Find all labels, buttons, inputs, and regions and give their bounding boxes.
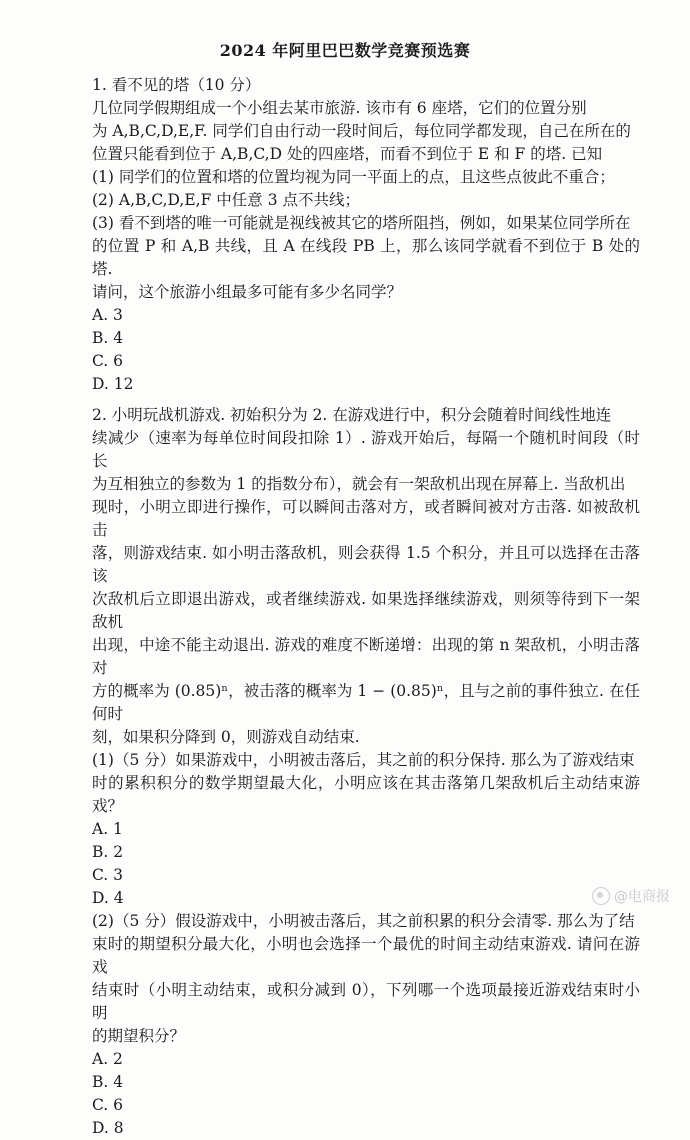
- watermark-logo-icon: [592, 887, 610, 905]
- option-c: C. 6: [92, 352, 124, 370]
- option-a: A. 2: [92, 1050, 123, 1068]
- option-d: D. 8: [92, 1119, 124, 1137]
- option-a: A. 3: [92, 306, 123, 324]
- question-line: 刻，如果积分降到 0，则游戏自动结束.: [92, 728, 360, 746]
- question-2: [92, 404, 640, 1140]
- subquestion-2-line: 束时的期望积分最大化，小明也会选择一个最优的时间主动结束游戏. 请问在游戏: [92, 935, 640, 976]
- question-line: 为 A,B,C,D,E,F. 同学们自由行动一段时间后，每位同学都发现，自己在所在的: [92, 122, 631, 140]
- question-line: 位置只能看到位于 A,B,C,D 处的四座塔，而看不到位于 E 和 F 的塔. 已知: [92, 145, 603, 163]
- option-b: B. 4: [92, 1073, 124, 1091]
- option-d: D. 4: [92, 889, 124, 907]
- subquestion-2-line: 结束时（小明主动结束，或积分减到 0），下列哪一个选项最接近游戏结束时小明: [92, 981, 640, 1022]
- subquestion-1-line: (1)（5 分）如果游戏中，小明被击落后，其之前的积分保持. 那么为了游戏结束: [92, 751, 635, 769]
- question-line: 的位置 P 和 A,B 共线，且 A 在线段 PB 上，那么该同学就看不到位于 B 处的塔.: [92, 237, 640, 278]
- question-line: (3) 看不到塔的唯一可能就是视线被其它的塔所阻挡，例如，如果某位同学所在: [92, 214, 631, 232]
- question-line: 现时，小明立即进行操作，可以瞬间击落对方，或者瞬间被对方击落. 如被敌机击: [92, 498, 640, 539]
- question-line: 次敌机后立即退出游戏，或者继续游戏. 如果选择继续游戏，则须等待到下一架敌机: [92, 590, 640, 631]
- option-d: D. 12: [92, 375, 134, 393]
- option-b: B. 4: [92, 329, 124, 347]
- page-title: 2024 年阿里巴巴数学竞赛预选赛: [219, 41, 471, 60]
- question-line: 落，则游戏结束. 如小明击落敌机，则会获得 1.5 个积分，并且可以选择在击落该: [92, 544, 640, 585]
- question-line: 请问，这个旅游小组最多可能有多少名同学？: [92, 283, 403, 301]
- question-line: 2. 小明玩战机游戏. 初始积分为 2. 在游戏进行中，积分会随着时间线性地连: [92, 406, 612, 424]
- watermark: [592, 886, 670, 906]
- question-heading: 1. 看不见的塔（10 分）: [92, 76, 261, 94]
- option-c: C. 6: [92, 1096, 124, 1114]
- question-line: (2) A,B,C,D,E,F 中任意 3 点不共线；: [92, 191, 360, 209]
- question-line: 几位同学假期组成一个小组去某市旅游. 该市有 6 座塔，它们的位置分别: [92, 99, 587, 117]
- subquestion-1-line: 时的累积积分的数学期望最大化，小明应该在其击落第几架敌机后主动结束游戏？: [92, 774, 640, 815]
- question-line: 方的概率为 (0.85)ⁿ，被击落的概率为 1 − (0.85)ⁿ，且与之前的事件独立. 在任何时: [92, 682, 640, 723]
- subquestion-2-line: (2)（5 分）假设游戏中，小明被击落后，其之前积累的积分会清零. 那么为了结: [92, 912, 635, 930]
- subquestion-2-line: 的期望积分？: [92, 1027, 186, 1045]
- question-line: (1) 同学们的位置和塔的位置均视为同一平面上的点，且这些点彼此不重合；: [92, 168, 615, 186]
- question-line: 出现，中途不能主动退出. 游戏的难度不断递增：出现的第 n 架敌机，小明击落对: [92, 636, 640, 677]
- option-c: C. 3: [92, 866, 124, 884]
- option-a: A. 1: [92, 820, 123, 838]
- question-line: 为互相独立的参数为 1 的指数分布），就会有一架敌机出现在屏幕上. 当敌机出: [92, 475, 626, 493]
- question-1: [92, 74, 640, 396]
- option-b: B. 2: [92, 843, 124, 861]
- watermark-text: @电商报: [614, 889, 670, 905]
- question-line: 续减少（速率为每单位时间段扣除 1）. 游戏开始后，每隔一个随机时间段（时长: [92, 429, 640, 470]
